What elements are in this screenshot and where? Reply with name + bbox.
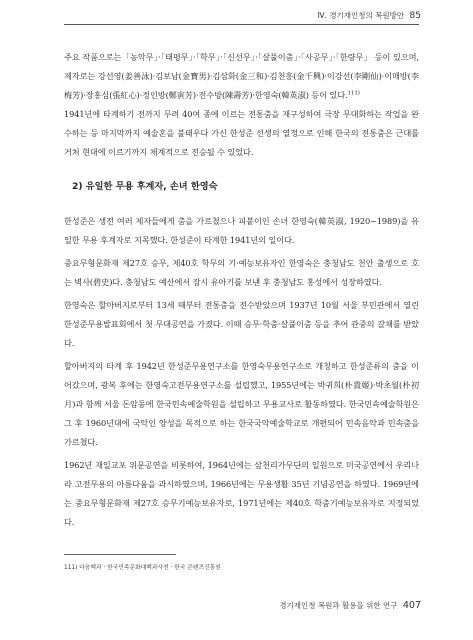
footnote-divider (64, 554, 176, 555)
header-page-number: 85 (409, 11, 421, 21)
header-divider (64, 24, 419, 25)
footnote-ref: 111) (347, 90, 360, 97)
paragraph-performances: 1962년 재일교포 위문공연을 비롯하여, 1964년에는 삼천리가무단의 일원으로 미국공연에서 우리나라 고전무용의 아름다움을 과시하였으며, 1966년에는 무용생활 35년 기념공연을 하였다. 1969년에는 중요무형문화재 제27호 승무기예능보유자로, 1971년에는 제40호 학춤기예능보유자로 지정되었다. (64, 460, 419, 527)
paragraph-legacy: 1941년에 타계하기 전까지 무려 40여 종에 이르는 전통춤을 재구성하여 극장 무대화하는 작업을 완수하는 등 마지막까지 예술혼을 불태우다 가신 한성준 선생의 열정으로 인해 한국의 전통춤은 근대를 거쳐 현대에 이르기까지 체계적으로 전승될 수 있었다. (64, 109, 419, 157)
footnote: 111) 다음백과 · 한국민족문화대백과사전 · 한국 콘텐츠진흥원 (64, 565, 221, 571)
running-footer (279, 600, 421, 611)
paragraph-institute: 할아버지의 타계 후 1942년 한성준무용연구소를 한영숙무용연구소로 개칭하고 한성준류의 춤을 이어갔으며, 광복 후에는 한영숙고전무용연구소를 설립했고, 1955년에는 박귀희(朴貴姬)·박초월(朴初月)과 함께 서울 돈암동에 한국민속예술학원을 설립하고 무용교사로 활동하였다. 한국민속예술학원은 그 후 1960년대에 국악인 양성을 목적으로 하는 한국국악예술학교로 개편되어 민속음악과 민속춤을 가르쳤다. (64, 361, 419, 447)
chapter-title: Ⅳ. 경기재인청의 복원방안 (317, 11, 405, 20)
paragraph-works-and-disciples: 주요 작품으로는「농악무」·「태평무」·「학무」·「신선무」·「살풀이춤」·「사공무」·「한량무」 등이 있으며, 제자로는 강선영(姜善泳)·김보남(金寶男)·김삼화(金三和)·김천흥(金千興)·이강선(李剛仙)·이매방(李梅芳)·장홍심(張紅心)·정인방(鄭寅芳)·전수방(陳壽芳)·한영숙(韓英淑) 등이 있다.$^{111)}$ (64, 52, 419, 100)
running-header (318, 10, 421, 21)
paragraph-successor: 한성준은 생전 여러 제자들에게 춤을 가르쳤으나 피붙이인 손녀 한영숙(韓英淑, 1920~1989)을 유일한 무용 후계자로 지목했다. 한성준이 타계한 1941년의 일이다. (64, 216, 419, 245)
section-heading: 2) 유일한 무용 후계자, 손녀 한영숙 (72, 181, 218, 192)
paragraph-biography: 중요무형문화재 제27호 승무, 제40호 학무의 기·예능보유자인 한영숙은 충청남도 천안 출생으로 호는 벽사(碧史)다. 충청남도 예산에서 잠시 유아기를 보낸 후 충청남도 홍성에서 성장하였다. (64, 258, 419, 287)
page-body (64, 48, 419, 536)
footer-title: 경기재인청 복원과 활용을 위한 연구 (279, 601, 398, 610)
paragraph-debut: 한영숙은 할아버지로부터 13세 때부터 전통춤을 전수받았으며 1937년 10월 서울 부민관에서 열린 한성준무용발표회에서 첫 무대공연을 가졌다. 이때 승무·학춤·살풀이춤 등을 추어 관중의 갈채를 받았다. (64, 300, 419, 348)
footer-page-number: 407 (402, 600, 421, 611)
